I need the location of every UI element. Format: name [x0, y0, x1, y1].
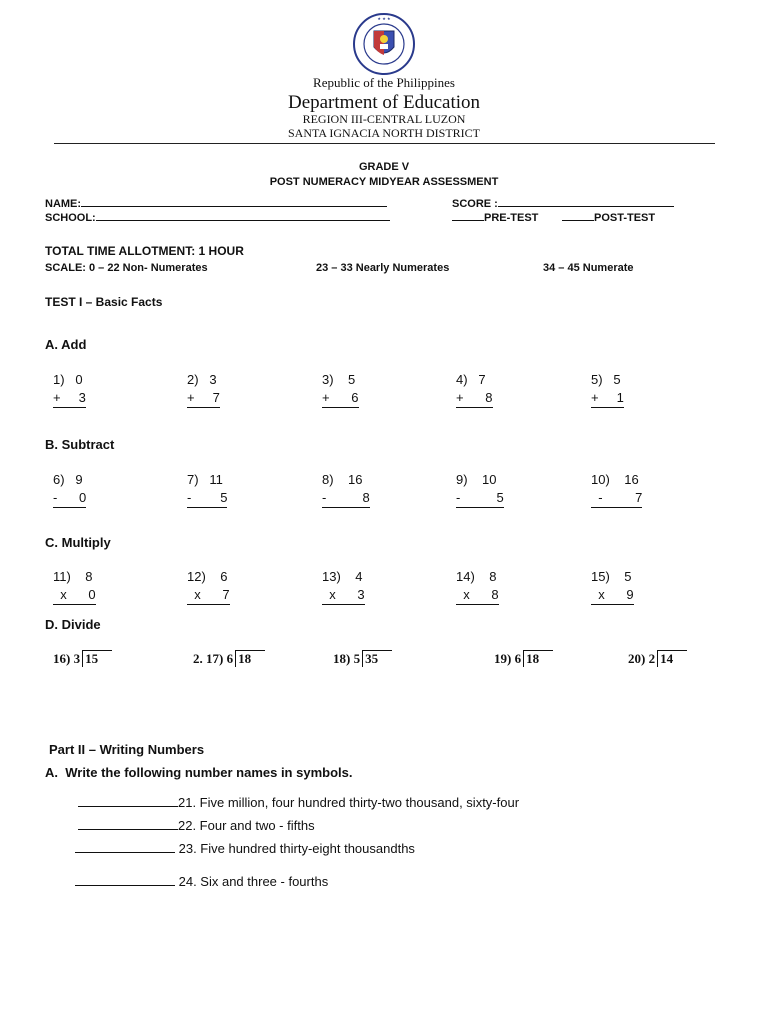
svg-text:★ ★ ★: ★ ★ ★	[377, 16, 391, 21]
problem-14: 14) 8 x 8	[456, 568, 499, 605]
scale-non-numerates: SCALE: 0 – 22 Non- Numerates	[45, 262, 208, 274]
add-heading: A. Add	[45, 337, 87, 352]
answer-blank-24[interactable]	[75, 885, 175, 886]
problem-16: 16) 3 15	[53, 650, 112, 667]
time-allotment: TOTAL TIME ALLOTMENT: 1 HOUR	[45, 244, 244, 258]
answer-blank-22[interactable]	[78, 829, 178, 830]
region-text: REGION III-CENTRAL LUZON	[302, 112, 466, 126]
school-field[interactable]	[45, 212, 390, 224]
school-input-line[interactable]	[96, 220, 390, 221]
school-label: SCHOOL:	[45, 212, 96, 224]
score-input-line[interactable]	[498, 206, 674, 207]
subtract-heading: B. Subtract	[45, 437, 115, 452]
department-title: Department of Education	[287, 92, 481, 113]
republic-text: Republic of the Philippines	[313, 75, 455, 90]
problem-5: 5) 5 + 1	[591, 371, 624, 408]
problem-10: 10) 16 - 7	[591, 471, 642, 508]
posttest-field[interactable]	[562, 212, 655, 224]
question-22: 22. Four and two - fifths	[78, 818, 315, 833]
posttest-blank[interactable]	[562, 220, 594, 221]
pretest-field[interactable]	[452, 212, 538, 224]
problem-9: 9) 10 - 5	[456, 471, 504, 508]
name-label: NAME:	[45, 198, 82, 210]
problem-11: 11) 8 x 0	[53, 568, 96, 605]
scale-numerate: 34 – 45 Numerate	[543, 262, 634, 274]
part2-instructions: A. Write the following number names in symbols.	[45, 765, 353, 780]
multiply-heading: C. Multiply	[45, 535, 111, 550]
problem-8: 8) 16 - 8	[322, 471, 370, 508]
part2-title: Part II – Writing Numbers	[49, 742, 205, 757]
problem-20: 20) 2 14	[628, 650, 687, 667]
problem-3: 3) 5 + 6	[322, 371, 359, 408]
problem-13: 13) 4 x 3	[322, 568, 365, 605]
question-23: 23. Five hundred thirty-eight thousandths	[75, 841, 415, 856]
test1-title: TEST I – Basic Facts	[45, 295, 163, 309]
problem-19: 19) 6 18	[494, 650, 553, 667]
scale-nearly-numerates: 23 – 33 Nearly Numerates	[316, 262, 450, 274]
pretest-blank[interactable]	[452, 220, 484, 221]
problem-1: 1) 0 + 3	[53, 371, 86, 408]
posttest-label: POST-TEST	[594, 212, 656, 224]
answer-blank-21[interactable]	[78, 806, 178, 807]
deped-seal-icon	[351, 13, 417, 75]
problem-4: 4) 7 + 8	[456, 371, 493, 408]
problem-15: 15) 5 x 9	[591, 568, 634, 605]
problem-6: 6) 9 - 0	[53, 471, 86, 508]
pretest-label: PRE-TEST	[484, 212, 539, 224]
assessment-title: POST NUMERACY MIDYEAR ASSESSMENT	[269, 176, 499, 188]
grade-title: GRADE V	[358, 161, 410, 173]
header-divider	[54, 143, 715, 144]
score-field[interactable]	[452, 198, 674, 210]
name-input-line[interactable]	[81, 206, 387, 207]
name-field[interactable]	[45, 198, 387, 210]
district-text: SANTA IGNACIA NORTH DISTRICT	[288, 126, 480, 140]
question-24: 24. Six and three - fourths	[75, 874, 328, 889]
score-label: SCORE :	[452, 198, 498, 210]
divide-heading: D. Divide	[45, 617, 101, 632]
question-21: 21. Five million, four hundred thirty-two thousand, sixty-four	[78, 795, 519, 810]
problem-18: 18) 5 35	[333, 650, 392, 667]
problem-17: 2. 17) 6 18	[193, 650, 265, 667]
problem-12: 12) 6 x 7	[187, 568, 230, 605]
problem-2: 2) 3 + 7	[187, 371, 220, 408]
answer-blank-23[interactable]	[75, 852, 175, 853]
problem-7: 7) 11 - 5	[187, 471, 227, 508]
